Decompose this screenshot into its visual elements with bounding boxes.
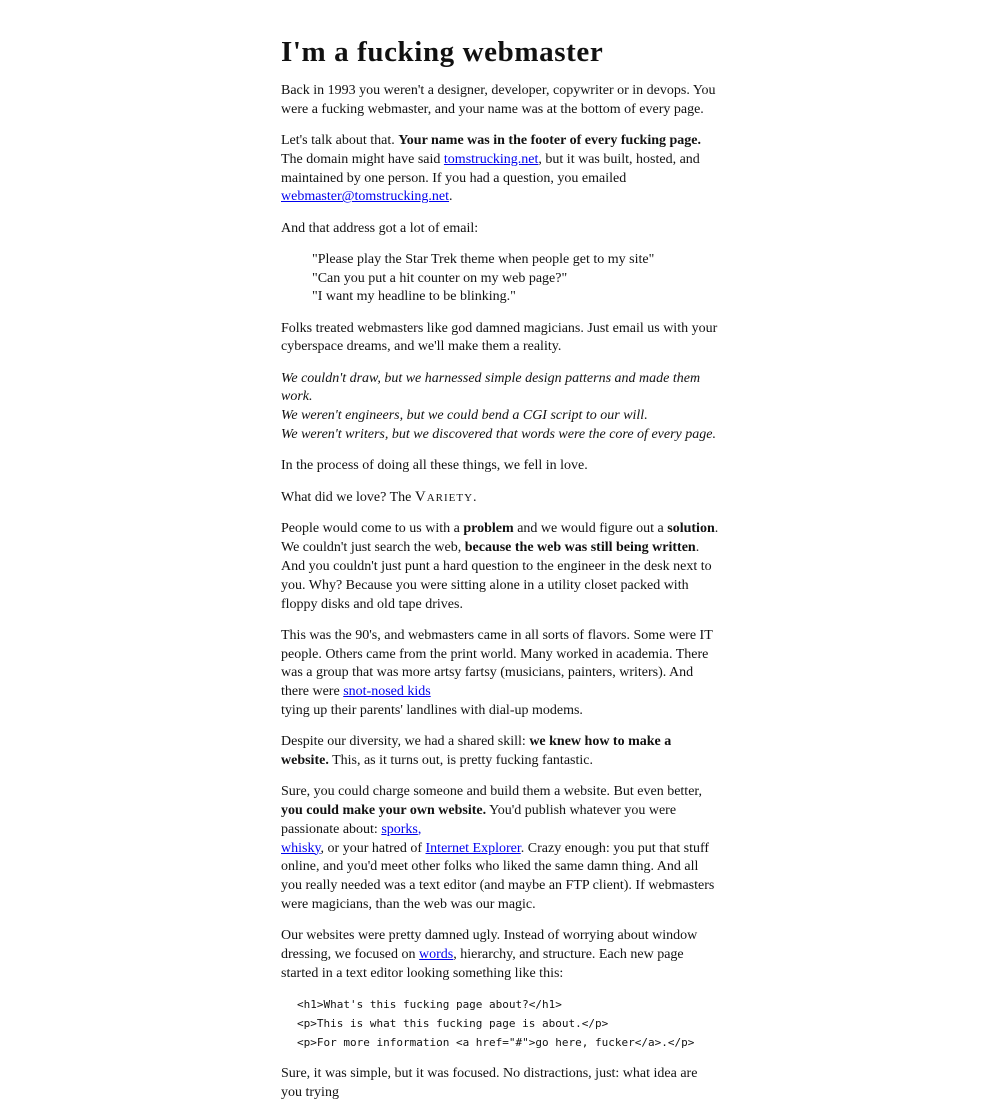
webmaster-email-link[interactable]: webmaster@tomstrucking.net (281, 189, 450, 205)
shared-skill-paragraph (281, 733, 721, 771)
text-run: . Crazy enough: you put that stuff online, and you'd meet other folks who liked the same damn thing. And all you really needed was a text editor (and maybe an FTP client). If webmasters were magicians, than the web was our magic. (281, 840, 715, 912)
words-link[interactable]: words (419, 946, 454, 962)
internet-explorer-link[interactable]: Internet Explorer (425, 840, 521, 856)
code-sample (297, 996, 721, 1052)
article (281, 14, 721, 1115)
page-title: I'm a fucking webmaster (281, 36, 604, 68)
text-run: What did we love? The (281, 490, 415, 506)
bold-text: you could make your own website. (281, 803, 487, 818)
italic-line: We weren't writers, but we discovered that words were the core of every page. (281, 426, 716, 442)
text-run: . We couldn't just search the web, (281, 521, 719, 556)
list-item: "Please play the Star Trek theme when people get to my site" (312, 251, 655, 267)
text-run: You'd publish whatever you were passionate about: (281, 803, 677, 837)
bold-text: Your name was in the footer of every fucking page. (398, 132, 702, 148)
text-run: The domain might have said (281, 151, 444, 167)
problem-solution-paragraph (281, 520, 721, 614)
tomstrucking-link[interactable]: tomstrucking.net (443, 151, 539, 167)
text-run: This was the 90's, and webmasters came in all sorts of flavors. Some were IT people. Others came from the print world. Many worked in academia. There was a group that was more artsy fartsy (musicians, painters, writers). And there were (281, 627, 713, 700)
bold-text: we knew how to make a website. (281, 734, 672, 769)
footer-paragraph (281, 132, 721, 207)
magicians-paragraph: Folks treated webmasters like god damned magicians. Just email us with your cyberspace dreams, and we'll make them a reality. (281, 320, 718, 355)
italic-statements (281, 370, 721, 445)
sporks-link[interactable]: sporks (381, 821, 418, 837)
text-run: Despite our diversity, we had a shared skill: (281, 734, 530, 750)
flavors-paragraph (281, 627, 721, 721)
text-run: , but it was built, hosted, and maintained by one person. If you had a question, you emailed (281, 151, 700, 186)
italic-line: We weren't engineers, but we could bend a CGI script to our will. (281, 408, 648, 424)
text-run: Let's talk about that. (281, 132, 399, 148)
variety-paragraph (281, 488, 721, 508)
fell-in-love-paragraph: In the process of doing all these things, we fell in love. (281, 458, 588, 474)
text-run: This, as it turns out, is pretty fucking fantastic. (328, 753, 593, 769)
intro-paragraph: Back in 1993 you weren't a designer, developer, copywriter or in devops. You were a fucking webmaster, and your name was at the bottom of every page. (281, 83, 716, 117)
email-quotes-list (281, 251, 721, 307)
text-run: , or your hatred of (320, 840, 426, 856)
bold-text: because the web was still being written (464, 540, 696, 556)
email-intro-paragraph: And that address got a lot of email: (281, 220, 479, 236)
ugly-websites-paragraph (281, 927, 721, 983)
own-website-paragraph (281, 783, 721, 915)
snot-nosed-kids-link[interactable]: snot-nosed kids (343, 684, 431, 700)
text-run: . And you couldn't just punt a hard question to the engineer in the desk next to you. Why? Because you were sitting alone in a utility closet packed with floppy disks and old tape drives. (281, 540, 712, 612)
text-run: People would come to us with a (281, 521, 464, 537)
comma-link[interactable]: , (417, 821, 422, 837)
text-run: . (473, 490, 477, 506)
whisky-link[interactable]: whisky (281, 840, 321, 856)
text-run: . (449, 189, 453, 205)
simple-focused-paragraph: Sure, it was simple, but it was focused. No distractions, just: what idea are you trying (281, 1065, 698, 1100)
variety-word: Variety (414, 489, 474, 506)
bold-text: problem (463, 521, 514, 537)
text-run: Our websites were pretty damned ugly. Instead of worrying about window dressing, we focused on (281, 928, 698, 962)
list-item: "Can you put a hit counter on my web page?" (312, 270, 568, 286)
italic-line: We couldn't draw, but we harnessed simple design patterns and made them work. (281, 370, 701, 405)
code-line: <p>For more information <a href="#">go here, fucker</a>.</p> (297, 1035, 695, 1049)
text-run: Sure, you could charge someone and build them a website. But even better, (281, 784, 703, 800)
bold-text: solution (667, 521, 715, 537)
list-item: "I want my headline to be blinking." (312, 289, 516, 305)
code-line: <h1>What's this fucking page about?</h1> (297, 997, 562, 1011)
text-run: and we would figure out a (513, 521, 668, 537)
text-run: tying up their parents' landlines with dial-up modems. (281, 703, 583, 719)
text-run: , hierarchy, and structure. Each new page started in a text editor looking something like this: (281, 946, 684, 981)
code-line: <p>This is what this fucking page is about.</p> (297, 1016, 609, 1030)
